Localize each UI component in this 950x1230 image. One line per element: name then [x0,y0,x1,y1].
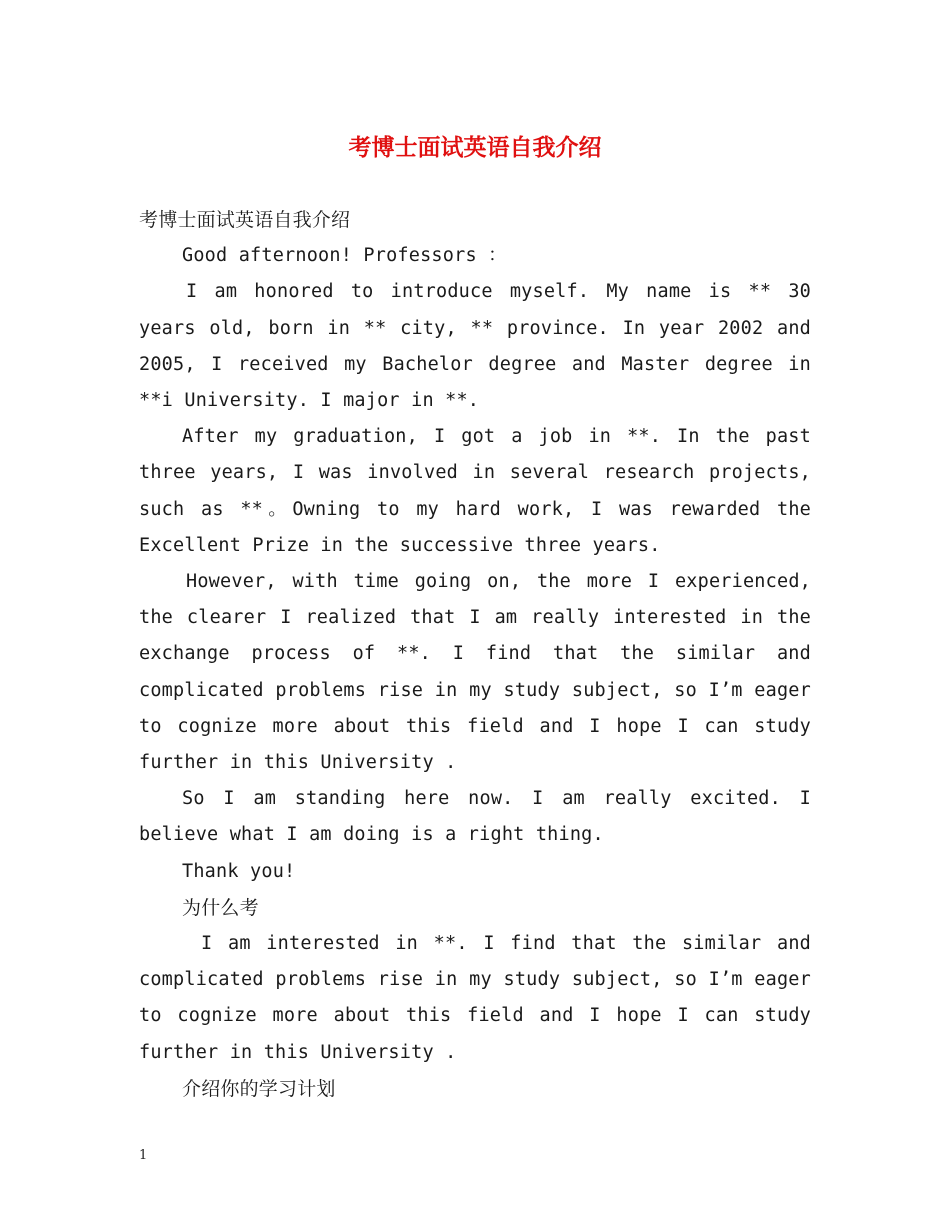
career-paragraph: After my graduation, I got a job in **. In the past three years, I was involved in several research projects, such as **。Owning to my hard work, I was rewarded the Excellent Prize in the successive three years. [139,426,811,556]
document-title: 考博士面试英语自我介绍 [348,134,602,161]
closing-paragraph: So I am standing here now. I am really excited. I believe what I am doing is a right thing. [139,788,811,846]
document-subtitle: 考博士面试英语自我介绍 [139,209,351,231]
thanks-paragraph: Thank you! [182,860,296,882]
study-plan-heading: 介绍你的学习计划 [182,1077,336,1100]
intro-paragraph: I am honored to introduce myself. My name is ** 30 years old, born in ** city, ** province. In year 2002 and 2005, I received my Bachelor degree and Master degree in **i University. I major in **. [139,281,811,412]
document-body [139,202,811,1107]
why-heading: 为什么考 [182,896,259,919]
why-answer-paragraph: I am interested in **. I find that the similar and complicated problems rise in my study subject, so I’m eager to cognize more about this field and I hope I can study further in this University . [139,933,811,1063]
page-number: 1 [139,1148,148,1163]
motivation-paragraph: However, with time going on, the more I experienced, the clearer I realized that I am really interested in the exchange process of **. I find that the similar and complicated problems rise in my study subject, so I’m eager to cognize more about this field and I hope I can study further in this University . [139,571,811,774]
greeting-paragraph: Good afternoon! Professors ： [182,245,507,267]
